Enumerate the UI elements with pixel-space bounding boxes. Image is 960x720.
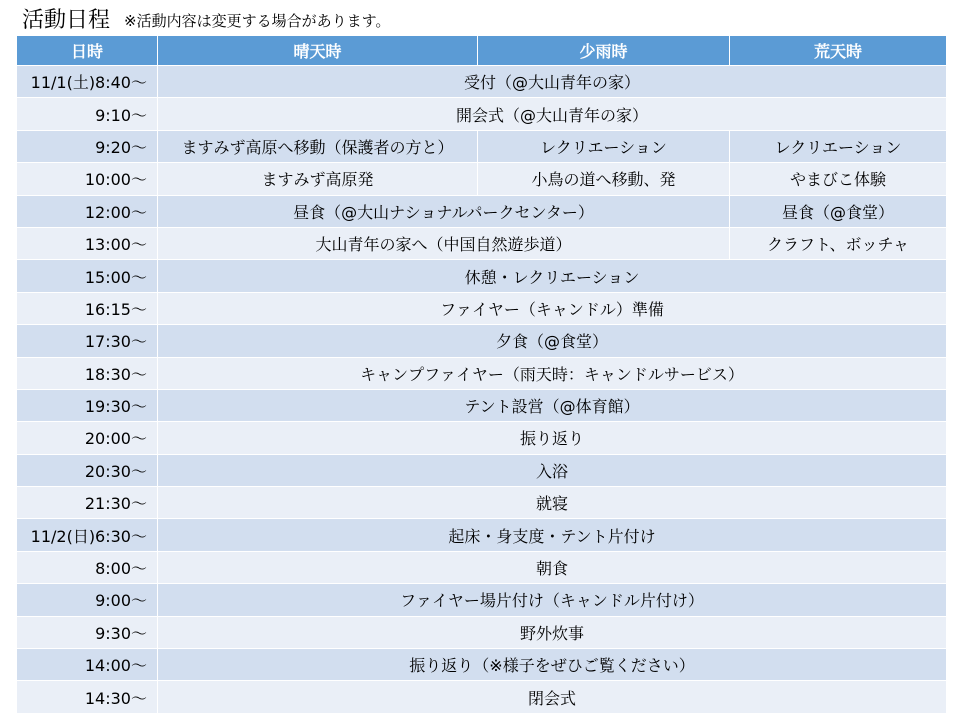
activity-cell: 受付（@大山青年の家） [158,66,947,98]
activity-cell: キャンプファイヤー（雨天時：キャンドルサービス） [158,357,947,389]
time-cell: 21:30～ [17,487,158,519]
activity-cell: 閉会式 [158,681,947,713]
time-cell: 12:00～ [17,195,158,227]
column-header-stormy: 荒天時 [730,36,947,66]
table-row [17,292,947,324]
activity-cell-stormy: やまびこ体験 [730,163,947,195]
time-cell: 19:30～ [17,389,158,421]
table-row [17,98,947,130]
time-cell: 11/1(土)8:40～ [17,66,158,98]
page-title: 活動日程 [22,8,111,33]
table-row [17,454,947,486]
header [22,3,390,35]
activity-cell: 野外炊事 [158,616,947,648]
table-row [17,389,947,421]
activity-cell: 起床・身支度・テント片付け [158,519,947,551]
activity-cell-sunny-light-rain: 大山青年の家へ（中国自然遊歩道） [158,227,730,259]
activity-cell-stormy: レクリエーション [730,130,947,162]
table-row [17,325,947,357]
activity-cell-stormy: クラフト、ボッチャ [730,227,947,259]
table-row [17,163,947,195]
column-header-light-rain: 少雨時 [478,36,730,66]
time-cell: 9:10～ [17,98,158,130]
activity-cell: ファイヤー場片付け（キャンドル片付け） [158,584,947,616]
activity-cell: 朝食 [158,551,947,583]
time-cell: 9:30～ [17,616,158,648]
change-notice: ※活動内容は変更する場合があります。 [124,12,391,30]
time-cell: 20:00～ [17,422,158,454]
activity-cell: 振り返り（※様子をぜひご覧ください） [158,649,947,681]
activity-cell: 開会式（@大山青年の家） [158,98,947,130]
column-header-datetime: 日時 [17,36,158,66]
activity-cell: ファイヤー（キャンドル）準備 [158,292,947,324]
activity-cell-sunny: ますみず高原発 [158,163,478,195]
activity-cell-sunny: ますみず高原へ移動（保護者の方と） [158,130,478,162]
time-cell: 14:30～ [17,681,158,713]
time-cell: 9:20～ [17,130,158,162]
activity-cell: 就寝 [158,487,947,519]
time-cell: 17:30～ [17,325,158,357]
activity-cell-light-rain: 小鳥の道へ移動、発 [478,163,730,195]
table-row [17,357,947,389]
table-row [17,649,947,681]
activity-cell-light-rain: レクリエーション [478,130,730,162]
time-cell: 14:00～ [17,649,158,681]
table-row [17,260,947,292]
table-row [17,66,947,98]
header-row [17,36,947,66]
time-cell: 18:30～ [17,357,158,389]
table-row [17,422,947,454]
time-cell: 11/2(日)6:30～ [17,519,158,551]
activity-cell: 休憩・レクリエーション [158,260,947,292]
table-row [17,227,947,259]
activity-cell: 夕食（@食堂） [158,325,947,357]
activity-cell: 振り返り [158,422,947,454]
time-cell: 16:15～ [17,292,158,324]
time-cell: 10:00～ [17,163,158,195]
time-cell: 15:00～ [17,260,158,292]
table-row [17,519,947,551]
table-row [17,616,947,648]
time-cell: 8:00～ [17,551,158,583]
time-cell: 9:00～ [17,584,158,616]
table-row [17,487,947,519]
activity-cell: テント設営（@体育館） [158,389,947,421]
time-cell: 20:30～ [17,454,158,486]
activity-cell-stormy: 昼食（@食堂） [730,195,947,227]
time-cell: 13:00～ [17,227,158,259]
column-header-sunny: 晴天時 [158,36,478,66]
table-row [17,130,947,162]
table-row [17,681,947,713]
activity-cell: 入浴 [158,454,947,486]
schedule-table [16,35,947,714]
table-row [17,195,947,227]
table-row [17,551,947,583]
activity-cell-sunny-light-rain: 昼食（@大山ナショナルパークセンター） [158,195,730,227]
table-row [17,584,947,616]
